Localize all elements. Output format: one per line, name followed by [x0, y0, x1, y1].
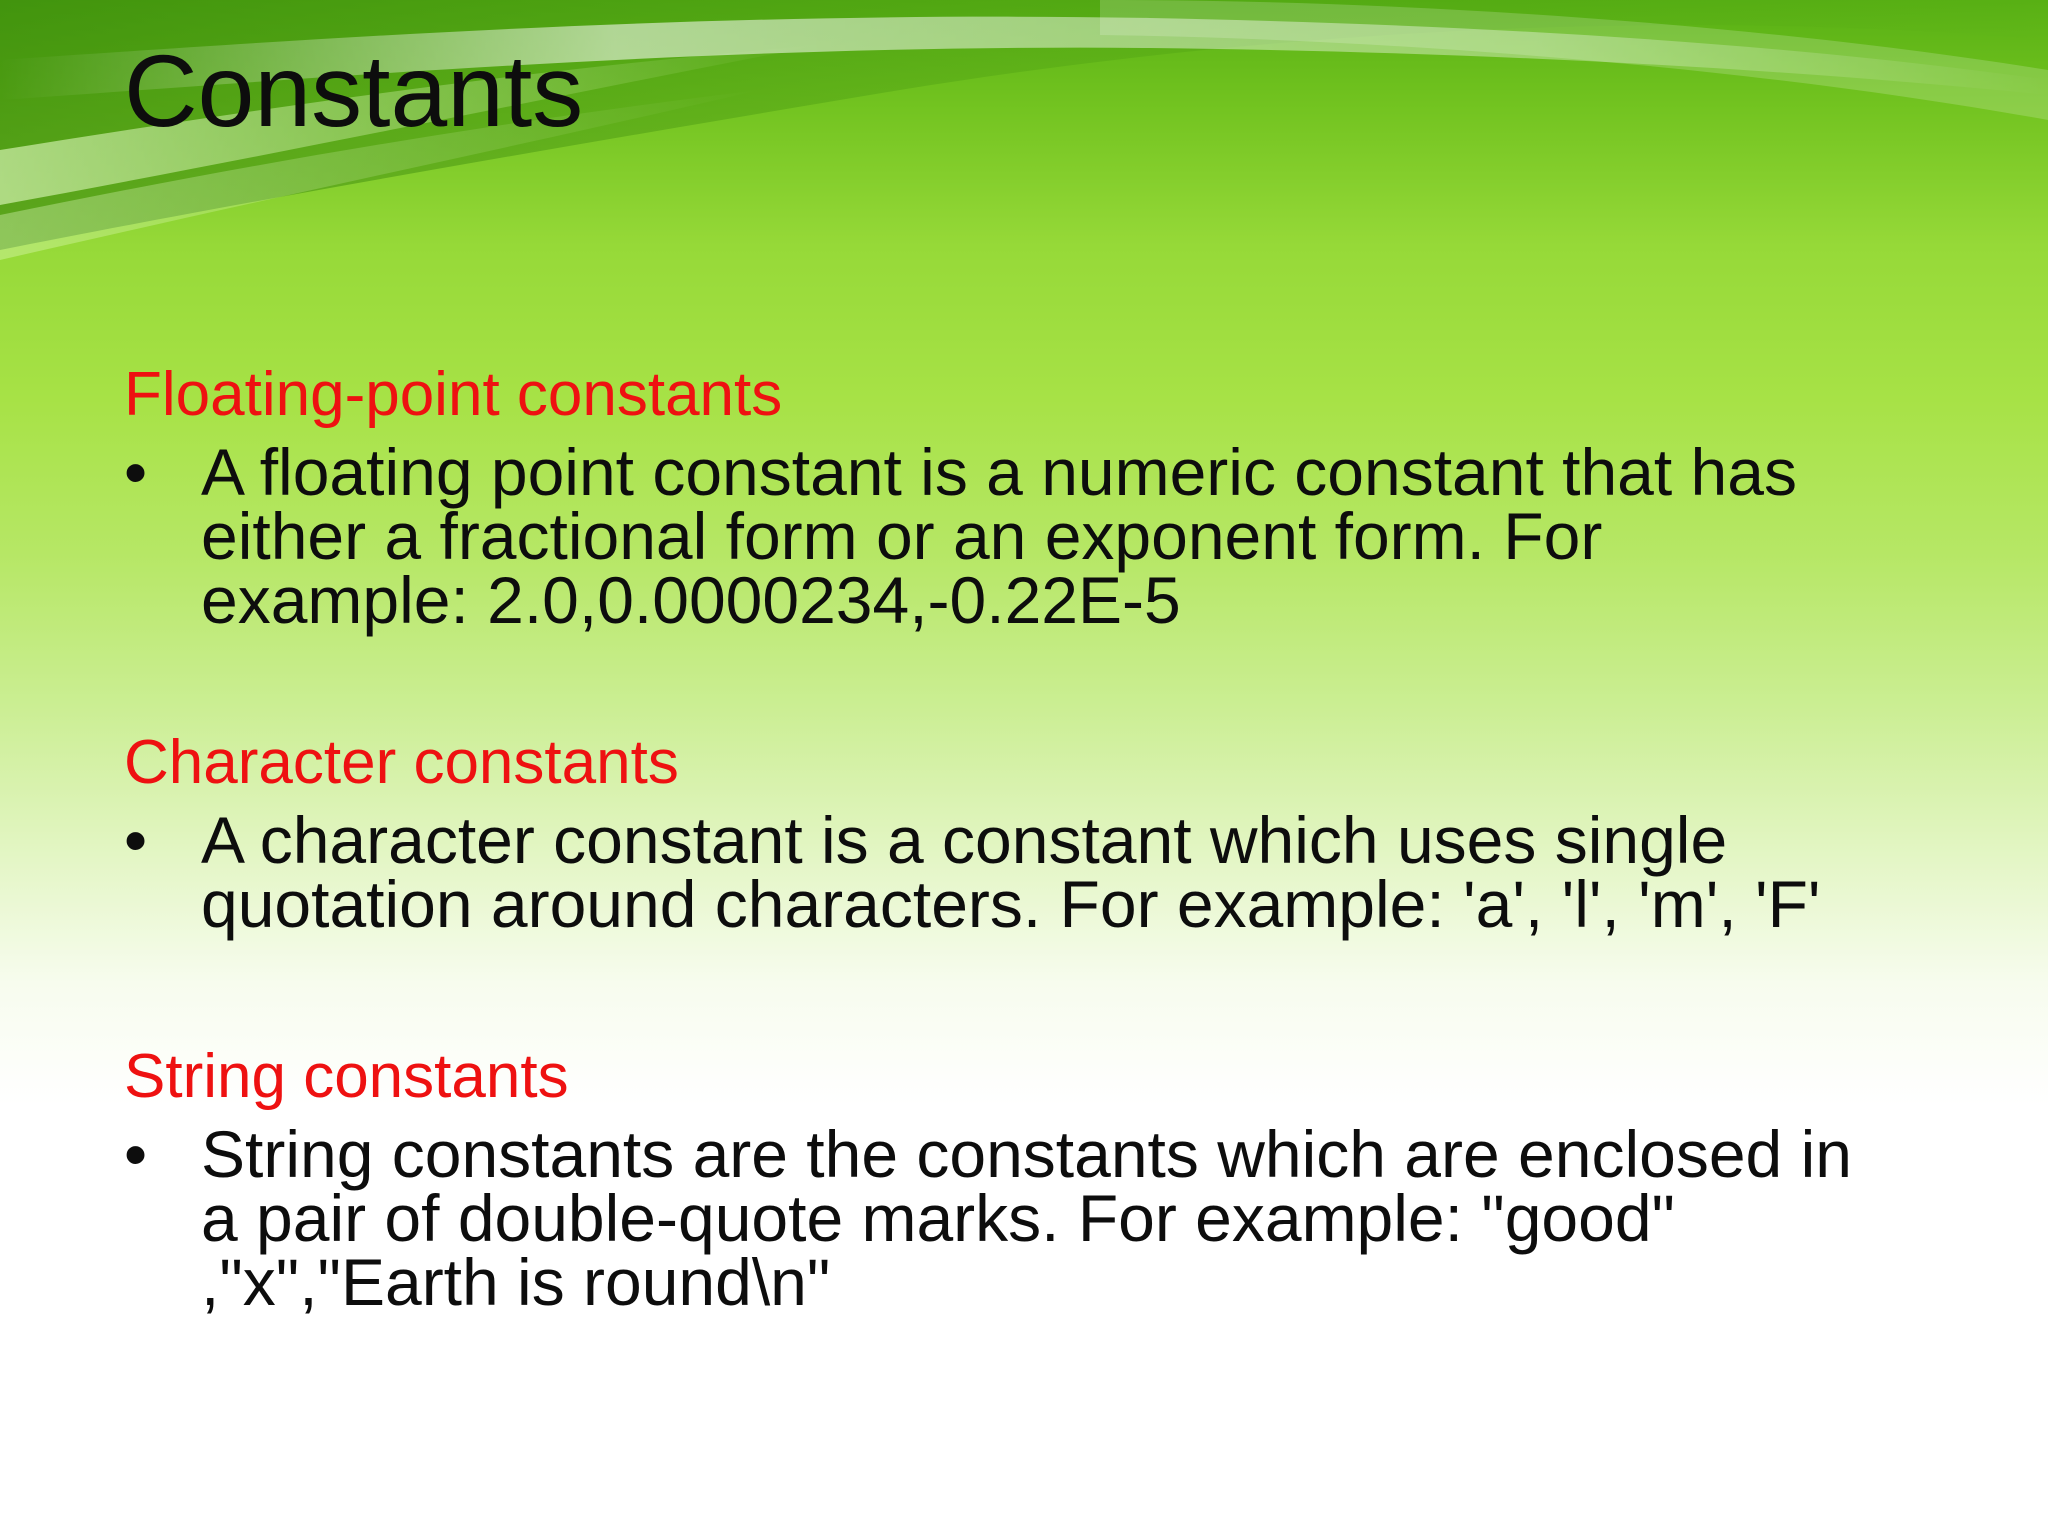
section-character — [124, 726, 1964, 941]
spacer — [124, 632, 1964, 726]
section-floating-point — [124, 358, 1964, 637]
spacer — [124, 936, 1964, 1040]
bullet-marker: • — [124, 435, 148, 509]
bullet-text-line: example: 2.0,0.0000234,-0.22E-5 — [201, 563, 1181, 637]
bullet-text-line: ,"x","Earth is round\n" — [201, 1245, 831, 1319]
slide-content — [124, 358, 1964, 1319]
bullet-marker: • — [124, 803, 148, 877]
bullet-text-line: quotation around characters. For example: 'a', 'l', 'm', 'F' — [201, 867, 1821, 941]
bullet-marker: • — [124, 1117, 148, 1191]
bullet-item — [124, 1117, 2021, 1319]
bullet-item — [124, 803, 2021, 941]
section-heading: String constants — [124, 1042, 569, 1111]
section-string — [124, 1040, 1964, 1319]
section-heading: Floating-point constants — [124, 360, 783, 429]
bullet-text-line: A floating point constant is a numeric constant that has — [201, 435, 1797, 509]
bullet-text-line: A character constant is a constant which uses single — [201, 803, 1728, 877]
slide-title: Constants — [124, 34, 584, 148]
bullet-text-line: either a fractional form or an exponent form. For — [201, 499, 1603, 573]
section-heading: Character constants — [124, 728, 679, 797]
bullet-text-line: String constants are the constants which are enclosed in — [201, 1117, 1852, 1191]
bullet-item — [124, 435, 2021, 637]
bullet-text-line: a pair of double-quote marks. For example: "good" — [201, 1181, 1675, 1255]
